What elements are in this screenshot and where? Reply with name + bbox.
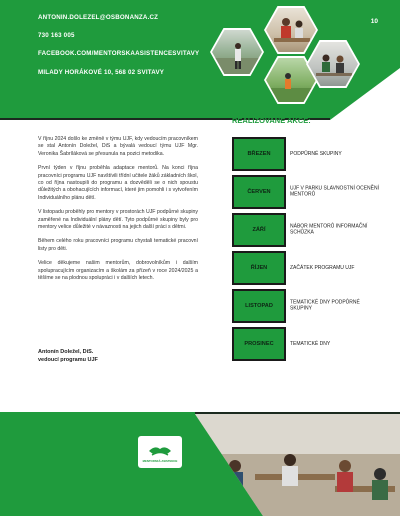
action-row xyxy=(232,251,382,285)
logo-text: MENTORSKÁ ASISTENCE xyxy=(142,458,178,463)
organization-logo xyxy=(138,436,182,468)
action-month-box xyxy=(232,327,286,361)
action-month-box xyxy=(232,175,286,209)
paragraph-1: V říjnu 2024 došlo ke změně v týmu UJF, kdy vedoucím pracovníkem se stal Antonín Doležel, DiS a bývalá vedoucí týmu UJF Mgr. Veronika Šabríláková se přesunula na pozici metodika. xyxy=(38,136,198,157)
signature-name: Antonín Doležel, DiS. xyxy=(38,349,94,355)
action-row xyxy=(232,137,382,171)
action-month: LISTOPAD xyxy=(234,291,284,321)
action-description: ZAČÁTEK PROGRAMU UJF xyxy=(290,264,355,271)
paragraph-3: V listopadu proběhly pro mentory v prostorách UJF podpůrné skupiny zaměřené na Individuální plány dětí. Tyto podpůrné skupiny byly pro mentory velice důležité v návaznosti na jejich další práci s dětmi. xyxy=(38,209,198,231)
action-month: ŘÍJEN xyxy=(234,253,284,283)
contact-email[interactable]: ANTONIN.DOLEZEL@OSBONANZA.CZ xyxy=(38,14,159,21)
action-month: BŘEZEN xyxy=(234,139,284,169)
paragraph-2: První týden v říjnu proběhla adaptace mentorů. Na konci října pracovníci programu UJF navštívili třídní učitele žáků základních škol, co od října nastoupili do programu a dozvěděli se o nich spoustu důležitých a obohacujících informací, které jim pomohli i s vytvořením Individuálního plánu dětí. xyxy=(38,165,199,201)
paragraph-4: Během celého roku pracovníci programu chystali tematické pracovní listy pro děti. xyxy=(38,238,198,252)
action-month: PROSINEC xyxy=(234,329,284,359)
signature-block xyxy=(38,348,98,364)
footer-divider xyxy=(195,412,400,414)
action-month-box xyxy=(232,289,286,323)
page-number: 10 xyxy=(370,18,378,25)
article-body xyxy=(38,136,198,290)
contact-phone[interactable]: 730 163 005 xyxy=(38,32,75,39)
contact-address: MILADY HORÁKOVÉ 10, 568 02 SVITAVY xyxy=(38,69,165,76)
action-row xyxy=(232,289,382,323)
classroom-photo-icon xyxy=(308,42,358,86)
study-photo-icon xyxy=(266,8,316,52)
actions-title: REALIZOVANÉ AKCE: xyxy=(232,116,311,125)
action-month: ČERVEN xyxy=(234,177,284,207)
contact-facebook[interactable]: FACEBOOK.COM/MENTORSKAASISTENCESVITAVY xyxy=(38,50,200,57)
paragraph-5: Velice děkujeme našim mentorům, dobrovolníkům i dalším spolupracujícím organizacím a školám za přízeň v roce 2024/2025 a těšíme se na plodnou spolupráci i v dalších letech. xyxy=(38,260,198,282)
action-description: NÁBOR MENTORŮ INFORMAČNÍ SCHŮZKA xyxy=(290,223,368,236)
action-description: PODPŮRNÉ SKUPINY xyxy=(290,150,342,157)
hands-logo-icon xyxy=(147,442,173,458)
signature-role: vedoucí programu UJF xyxy=(38,357,98,363)
action-month-box xyxy=(232,251,286,285)
outdoor-photo-icon xyxy=(212,30,262,74)
action-month-box xyxy=(232,213,286,247)
action-month-box xyxy=(232,137,286,171)
action-row xyxy=(232,327,382,361)
action-row xyxy=(232,213,382,247)
action-row xyxy=(232,175,382,209)
action-description: TEMATICKÉ DNY xyxy=(290,340,331,347)
action-month: ZÁŘÍ xyxy=(234,215,284,245)
action-description: TEMATICKÉ DNY PODPŮRNÉ SKUPINY xyxy=(290,299,360,312)
action-description: UJF V PARKU SLAVNOSTNÍ OCENĚNÍ MENTORŮ xyxy=(290,185,379,198)
